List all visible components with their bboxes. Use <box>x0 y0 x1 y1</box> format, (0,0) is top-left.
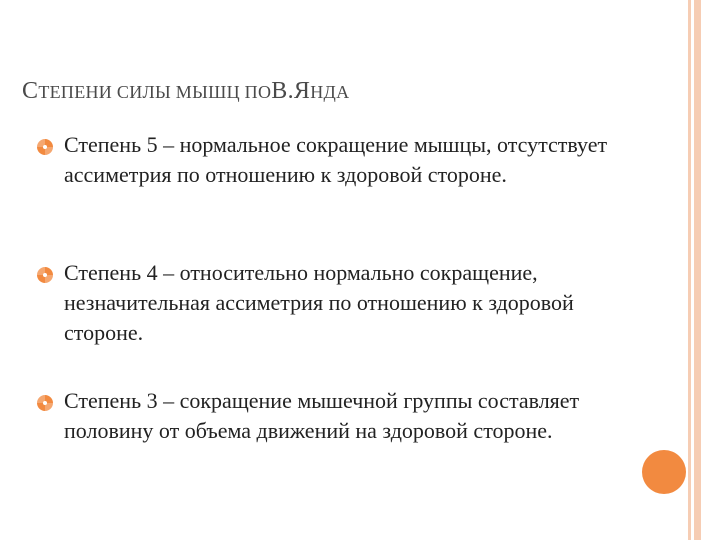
pinwheel-bullet-icon <box>36 394 54 412</box>
slide-frame-bar <box>694 0 701 540</box>
title-part: ТЕПЕНИ СИЛЫ МЫШЦ ПО <box>38 82 272 102</box>
bullet-text: Степень 4 – относительно нормально сокращение, незначительная ассиметрия по отношению к здоровой стороне. <box>64 260 574 345</box>
slide-frame-line <box>688 0 691 540</box>
bullet-text: Степень 5 – нормальное сокращение мышцы, отсутствует ассиметрия по отношению к здоровой стороне. <box>64 132 608 187</box>
title-part: НДА <box>310 82 350 102</box>
decorative-circle <box>642 450 686 494</box>
pinwheel-bullet-icon <box>36 138 54 156</box>
pinwheel-bullet-icon <box>36 266 54 284</box>
title-part: В.Я <box>271 78 311 104</box>
title-part: С <box>22 78 39 104</box>
bullet-text: Степень 3 – сокращение мышечной группы составляет половину от объема движений на здоровой стороне. <box>64 388 580 443</box>
slide-title <box>22 78 349 105</box>
